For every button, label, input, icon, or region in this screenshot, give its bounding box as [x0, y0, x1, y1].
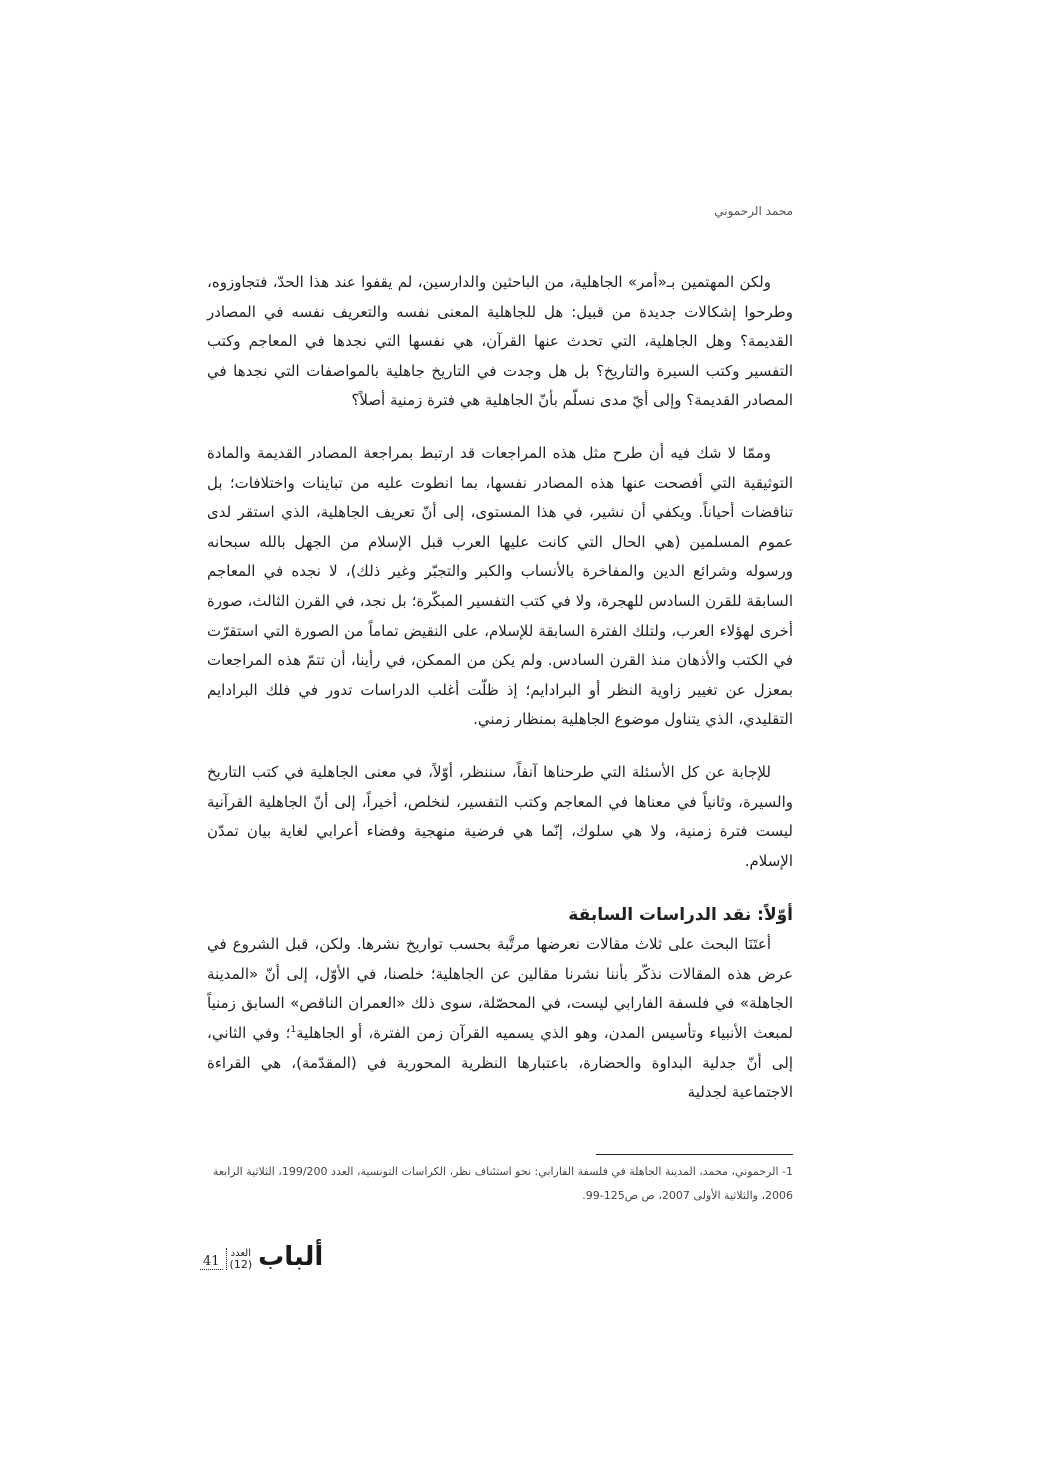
paragraph: وممّا لا شك فيه أن طرح مثل هذه المراجعات قد ارتبط بمراجعة المصادر القديمة والمادة التوثيقية التي أفصحت عنها هذه المصادر نفسها، بما انطوت عليه من تباينات واختلافات؛ بل تناقضات أحياناً. ويكفي أن نشير، في هذا المستوى، إلى أنّ تعريف الجاهلية، الذي استقر لدى عموم المسلمين (هي الحال التي كانت عليها العرب قبل الإسلام من الجهل بالله سبحانه ورسوله وشرائع الدين والمفاخرة بالأنساب والكبر والتجبّر وغير ذلك)، لا نجده في المعاجم السابقة للقرن السادس للهجرة، ولا في كتب التفسير المبكّرة؛ بل نجد، في القرن الثالث، صورة أخرى لهؤلاء العرب، ولتلك الفترة السابقة للإسلام، على النقيض تماماً من الصورة التي استقرّت في الكتب والأذهان منذ القرن السادس. ولم يكن من الممكن، في رأينا، أن تتمّ هذه المراجعات بمعزل عن تغيير زاوية النظر أو البرادايم؛ إذ ظلّت أغلب الدراسات تدور في فلك البرادايم التقليدي، الذي يتناول موضوع الجاهلية بمنظار زمني. [207, 443, 793, 729]
footnote: 1- الرحموني، محمد، المدينة الجاهلة في فلسفة الفارابي: نحو استئناف نظر، الكراسات التونسية، العدد 199/200، الثلاثية الرابعة 2006، والثلاثية الأولى 2007، ص ص125-99. [212, 1165, 793, 1202]
footnote-divider [596, 1154, 793, 1155]
section-heading: أوّلاً: نقد الدراسات السابقة [568, 905, 793, 926]
issue-info [226, 1248, 253, 1270]
paragraph [207, 930, 793, 1108]
issue-label: العدد [230, 1248, 252, 1259]
paragraph: للإجابة عن كل الأسئلة التي طرحناها آنفاً، سننظر، أوّلاً، في معنى الجاهلية في كتب التاريخ والسيرة، وثانياً في معناها في المعاجم وكتب التفسير، لنخلص، أخيراً، إلى أنّ الجاهلية القرآنية ليست فترة زمنية، ولا هي سلوك، إنّما هي فرضية منهجية وفضاء أعرابي لغاية بيان تمدّن الإسلام. [207, 762, 793, 870]
page-footer [200, 1244, 323, 1270]
article-body [207, 268, 793, 1108]
page-number: 41 [200, 1254, 223, 1270]
issue-number: (12) [229, 1258, 253, 1271]
paragraph-text: أعتَنَا البحث على ثلاث مقالات نعرضها مرتَّبة بحسب تواريخ نشرها. ولكن، قبل الشروع في عرض هذه المقالات نذكّر بأننا نشرنا مقالين عن الجاهلية؛ خلصنا، في الأوّل، إلى أنّ «المدينة الجاهلة» في فلسفة الفارابي ليست، في المحصّلة، سوى ذلك «العمران الناقص» السابق زمنياً لمبعث الأنبياء وتأسيس المدن، وهو الذي يسميه القرآن زمن الفترة، أو الجاهلية [207, 935, 793, 1043]
journal-logo: ألباب [258, 1242, 324, 1272]
paragraph: ولكن المهتمين بـ«أمر» الجاهلية، من الباحثين والدارسين، لم يقفوا عند هذا الحدّ، فتجاوزوه، وطرحوا إشكالات جديدة من قبيل: هل للجاهلية المعنى نفسه والتعريف نفسه في المصادر القديمة؟ وهل الجاهلية، التي تحدث عنها القرآن، هي نفسها التي نجدها في المعاجم وكتب التفسير وكتب السيرة والتاريخ؟ بل هل وجدت في التاريخ جاهلية بالمواصفات التي نجدها في المصادر القديمة؟ وإلى أيّ مدى نسلّم بأنّ الجاهلية هي فترة زمنية أصلاً؟ [207, 273, 793, 410]
running-head-author: محمد الرحموني [714, 204, 793, 218]
footnote-reference[interactable]: 1 [290, 1025, 297, 1036]
paragraph-text: ؛ وفي الثاني، إلى أنّ جدلية البداوة والحضارة، باعتبارها النظرية المحورية في (المقدّمة)، هي القراءة الاجتماعية لجدلية [207, 1024, 793, 1102]
